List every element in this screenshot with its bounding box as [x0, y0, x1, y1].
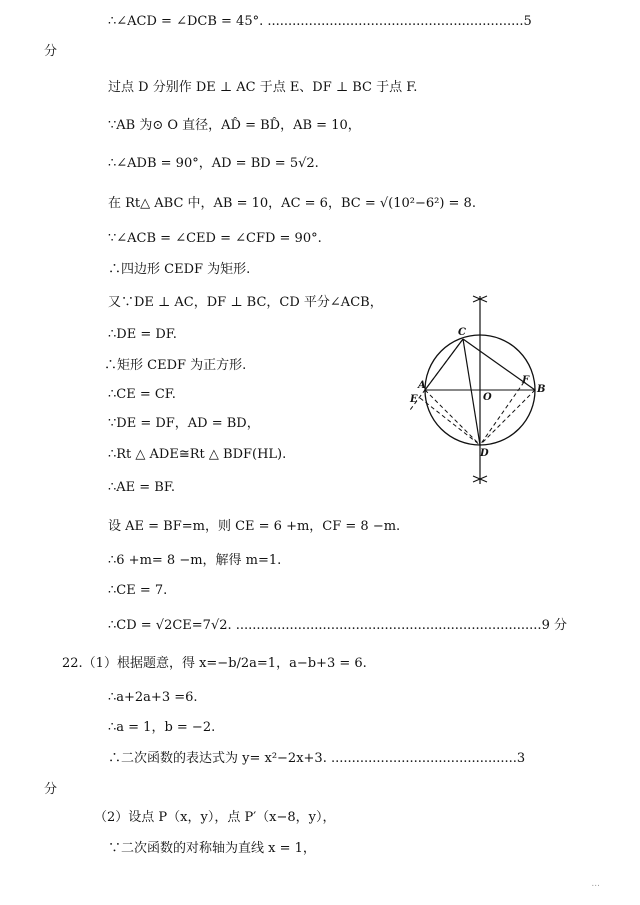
- proof-line-12: ∴CE = CF.: [108, 387, 176, 402]
- proof-line-13: ∵DE = DF，AD = BD，: [108, 416, 260, 431]
- proof-line-1: ∴∠ACD = ∠DCB = 45°. ..............................................................5: [108, 14, 532, 29]
- q22-line-1: 22.（1）根据题意，得 x=−b/2a=1，a−b+3 = 6.: [62, 656, 367, 671]
- proof-line-6: 在 Rt△ ABC 中，AB = 10，AC = 6，BC = √(10²−6²) = 8.: [108, 196, 476, 211]
- label-d: D: [480, 448, 489, 459]
- proof-line-4: ∵AB 为⊙ O 直径，AD̂ = BD̂，AB = 10，: [108, 118, 361, 133]
- proof-line-16: 设 AE = BF=m，则 CE = 6 +m，CF = 8 −m.: [108, 519, 401, 534]
- q22-line-5: 分: [44, 782, 58, 797]
- proof-line-5: ∴∠ADB = 90°，AD = BD = 5√2.: [108, 156, 319, 171]
- q22-line-3: ∴a = 1，b = −2.: [108, 720, 216, 735]
- q22-line-7: ∵二次函数的对称轴为直线 x = 1，: [108, 841, 316, 856]
- proof-line-14: ∴Rt △ ADE≅Rt △ BDF(HL).: [108, 447, 287, 462]
- label-a: A: [418, 380, 426, 391]
- proof-line-18: ∴CE = 7.: [108, 583, 168, 598]
- proof-line-7: ∵∠ACB = ∠CED = ∠CFD = 90°.: [108, 231, 322, 246]
- proof-line-8: ∴四边形 CEDF 为矩形.: [108, 262, 251, 277]
- label-c: C: [458, 327, 466, 338]
- proof-line-11: ∴矩形 CEDF 为正方形.: [104, 358, 247, 373]
- watermark: ...: [591, 879, 600, 889]
- proof-line-2: 分: [44, 44, 58, 59]
- q22-line-2: ∴a+2a+3 =6.: [108, 690, 198, 705]
- proof-line-19: ∴CD = √2CE=7√2. ..........................................................................9 分: [108, 618, 567, 633]
- label-b: B: [537, 384, 546, 395]
- label-o: O: [483, 392, 492, 403]
- proof-line-9: 又∵DE ⊥ AC，DF ⊥ BC，CD 平分∠ACB，: [108, 295, 383, 310]
- proof-line-15: ∴AE = BF.: [108, 480, 175, 495]
- proof-line-3: 过点 D 分别作 DE ⊥ AC 于点 E、DF ⊥ BC 于点 F.: [108, 80, 418, 95]
- q22-line-4: ∴二次函数的表达式为 y= x²−2x+3. .............................................3: [108, 751, 526, 766]
- proof-line-17: ∴6 +m= 8 −m，解得 m=1.: [108, 553, 282, 568]
- q22-line-6: （2）设点 P（x，y），点 P′（x−8，y），: [94, 810, 336, 825]
- circle-geometry-figure: [400, 290, 560, 490]
- label-e: E: [410, 394, 418, 405]
- proof-line-10: ∴DE = DF.: [108, 327, 177, 342]
- label-f: F: [522, 375, 530, 386]
